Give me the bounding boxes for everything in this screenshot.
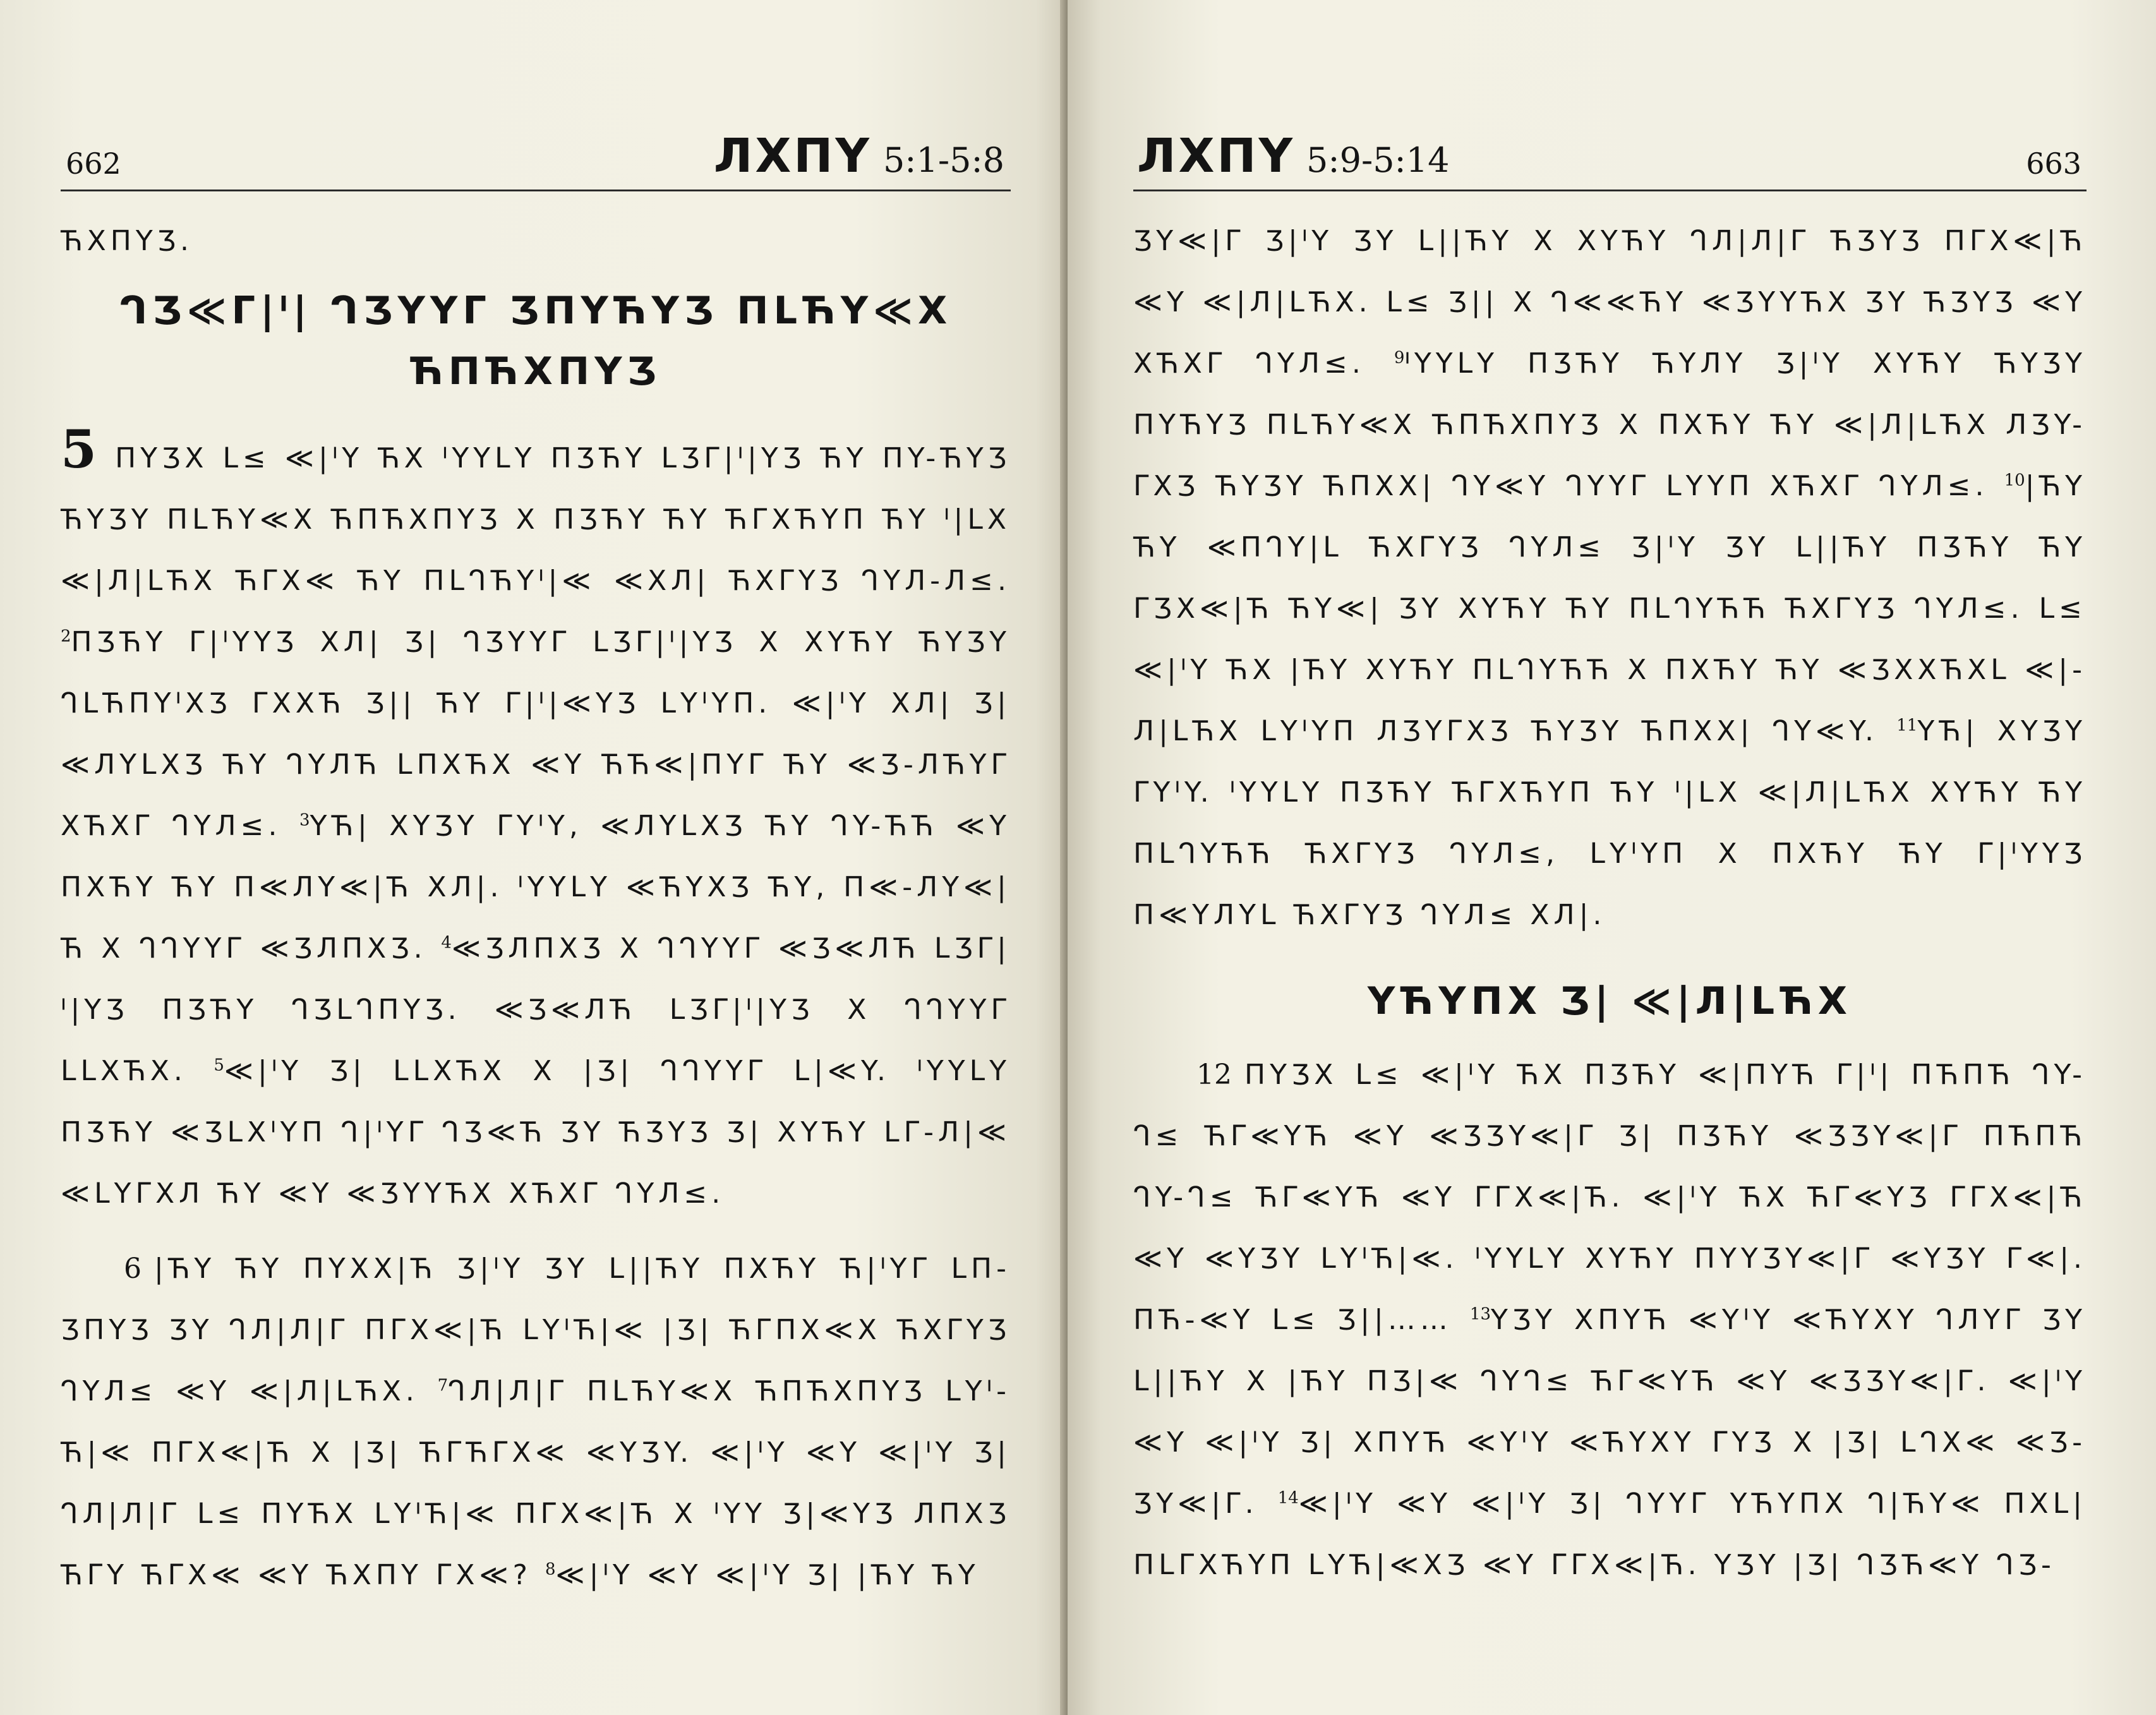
verse-number-12: 12	[1196, 1059, 1232, 1091]
heading-line-1: ᒉƷ≪ᒥ|ᑊ| ᒉƷYYᒥ ƷПYЋYƷ ПᒪЋY≪X	[119, 289, 953, 333]
paragraph-chapter-5	[61, 419, 1011, 1224]
verse-number-3: 3	[299, 810, 310, 830]
verse-number-5: 5	[214, 1056, 224, 1075]
running-ref-left: 5:1-5:8	[882, 140, 1004, 180]
top-line: ЋXПYƷ.	[61, 225, 193, 257]
verse-number-13: 13	[1469, 1304, 1491, 1324]
paragraph-continued	[1133, 210, 2087, 946]
paragraph-verse-12	[1133, 1044, 2087, 1596]
verse-3-text: YЋ| XYƷY ᒥYᑊY, ≪ЛYᒪXƷ ЋY ᒉY-ЋЋ ≪Y ПXЋY ЋY П≪ЛY≪|Ћ XЛ|. ᑊYYᒪY ≪ЋYXƷ ЋY, П≪-ЛY≪|Ћ X ᒉᒉYYᒥ ≪ƷЛПXƷ.	[61, 810, 1011, 965]
verse-2-text: ПƷЋY ᒥ|ᑊYYƷ XЛ| Ʒ| ᒉƷYYᒥ ᒪƷᒥ|ᑊ|YƷ X XYЋY ЋYƷY ᒉᒪЋПYᑊXƷ ᒥXXЋ Ʒ|| ЋY ᒥ|ᑊ|≪YƷ ᒪYᑊYП. ≪|ᑊY XЛ| Ʒ| ≪ЛYᒪXƷ ЋY ᒉYЛЋ ᒪПXЋX ≪Y ЋЋ≪|ПYᒥ ЋY ≪Ʒ-ЛЋYᒥ XЋXᒥ ᒉYЛ≤.	[61, 626, 1011, 842]
verse-13-text: YƷY XПYЋ ≪YᑊY ≪ЋYXY ᒉЛYᒥ ƷY ᒪ||ЋY X |ЋY ПƷ|≪ ᒉYᒉ≤ Ћᒥ≪YЋ ≪Y ≪ƷƷY≪|ᒥ. ≪|ᑊY ≪Y ≪|ᑊY Ʒ| XПYЋ ≪YᑊY ≪ЋYXY ᒥYƷ X |Ʒ| ᒪᒉX≪ ≪Ʒ-ƷY≪|ᒥ.	[1133, 1304, 2087, 1520]
heading-line-2: ЋПЋXПYƷ	[410, 349, 661, 394]
verse-4-text: ≪ƷЛПXƷ X ᒉᒉYYᒥ ≪Ʒ≪ЛЋ ᒪƷᒥ|ᑊ|YƷ ПƷЋY ᒉƷᒪᒉПYƷ. ≪Ʒ≪ЛЋ ᒪƷᒥ|ᑊ|YƷ X ᒉᒉYYᒥ ᒪᒪXЋX.	[61, 932, 1011, 1087]
running-header-right	[1133, 95, 2087, 191]
verse-number-11: 11	[1896, 716, 1918, 735]
verse-6-text: |ЋY ЋY ПYXX|Ћ Ʒ|ᑊY ƷY ᒪ||ЋY ПXЋY Ћ|ᑊYᒥ ᒪП-ƷПYƷ ƷY ᒉЛ|Л|ᒥ ПᒥX≪|Ћ ᒪYᑊЋ|≪ |Ʒ| ЋᒥПX≪X ЋXᒥYƷ ᒉYЛ≤ ≪Y ≪|Л|ᒪЋX.	[61, 1253, 1011, 1407]
paragraph-verse-6	[61, 1238, 1011, 1606]
verse-number-2: 2	[61, 627, 71, 646]
page-number-left: 662	[66, 147, 121, 181]
verse-11-text: YЋ| XYƷY ᒥYᑊY. ᑊYYᒪY ПƷЋY ЋᒥXЋYП ЋY ᑊ|ᒪX ≪|Л|ᒪЋX XYЋY ЋY ПᒪᒉYЋЋ ЋXᒥYƷ ᒉYЛ≤, ᒪYᑊYП X ПXЋY ЋY ᒥ|ᑊYYƷ П≪YЛYᒪ ЋXᒥYƷ ᒉYЛ≤ XЛ|.	[1133, 715, 2087, 931]
running-title-right	[1137, 129, 1449, 183]
verse-14-text: ≪|ᑊY ≪Y ≪|ᑊY Ʒ| ᒉYYᒥ YЋYПX ᒉ|ЋY≪ ПXᒪ| ПᒪᒥXЋYП ᒪYЋ|≪XƷ ≪Y ᒥᒥX≪|Ћ. YƷY |Ʒ| ᒉƷЋ≪Y ᒉƷ-	[1133, 1488, 2087, 1581]
section-heading-right	[1133, 971, 2087, 1032]
left-page	[0, 0, 1068, 1715]
running-header-left	[61, 95, 1011, 191]
section-title-right: YЋYПX Ʒ| ≪|Л|ᒪЋX	[1367, 979, 1853, 1023]
chapter-number: 5	[61, 419, 102, 480]
running-ref-right: 5:9-5:14	[1306, 140, 1450, 180]
left-body	[61, 210, 1011, 1606]
section-heading-left	[61, 280, 1011, 402]
verse-number-6: 6	[124, 1253, 142, 1285]
verse-7-text: ᒉЛ|Л|ᒥ ПᒪЋY≪X ЋПЋXПYƷ ᒪYᑊ-Ћ|≪ ПᒥX≪|Ћ X |Ʒ| ЋᒥЋᒥX≪ ≪YƷY. ≪|ᑊY ≪Y ≪|ᑊY Ʒ| ᒉЛ|Л|ᒥ ᒪ≤ ПYЋX ᒪYᑊЋ|≪ ПᒥX≪|Ћ X ᑊYY Ʒ|≪YƷ ЛПXƷ ЋᒥY ЋᒥX≪ ≪Y ЋXПY ᒥX≪?	[61, 1375, 1011, 1591]
right-body	[1133, 210, 2087, 1596]
verse-10-text: |ЋY ЋY ≪ПᒉY|ᒪ ЋXᒥYƷ ᒉYЛ≤ Ʒ|ᑊY ƷY ᒪ||ЋY ПƷЋY ЋY ᒥƷX≪|Ћ ЋY≪| ƷY XYЋY ЋY ПᒪᒉYЋЋ ЋXᒥYƷ ᒉYЛ≤. ᒪ≤ ≪|ᑊY ЋX |ЋY XYЋY ПᒪᒉYЋЋ X ПXЋY ЋY ≪ƷXXЋXᒪ ≪|-Л|ᒪЋX ᒪYᑊYП ЛƷYᒥXƷ ЋYƷY ЋПXX| ᒉY≪Y.	[1133, 470, 2087, 747]
running-book-left: ЛXПY	[713, 129, 872, 183]
right-page	[1068, 0, 2156, 1715]
verse-12-text: ПYƷX ᒪ≤ ≪|ᑊY ЋX ПƷЋY ≪|ПYЋ ᒥ|ᑊ| ПЋПЋ ᒉY-ᒉ≤ Ћᒥ≪YЋ ≪Y ≪ƷƷY≪|ᒥ Ʒ| ПƷЋY ≪ƷƷY≪|ᒥ ПЋПЋ ᒉY-ᒉ≤ Ћᒥ≪YЋ ≪Y ᒥᒥX≪|Ћ. ≪|ᑊY ЋX Ћᒥ≪YƷ ᒥᒥX≪|Ћ ≪Y ≪YƷY ᒪYᑊЋ|≪. ᑊYYᒪY XYЋY ПYYƷY≪|ᒥ ≪YƷY ᒥ≪|. ПЋ-≪Y ᒪ≤ Ʒ||……	[1133, 1059, 2087, 1336]
verse-number-14: 14	[1277, 1488, 1299, 1508]
verse-5-text: ≪|ᑊY Ʒ| ᒪᒪXЋX X |Ʒ| ᒉᒉYYᒥ ᒪ|≪Y. ᑊYYᒪY ПƷЋY ≪ƷᒪXᑊYП ᒉ|ᑊYᒥ ᒉƷ≪Ћ ƷY ЋƷYƷ Ʒ| XYЋY ᒪᒥ-Л|≪ ≪ᒪYᒥXЛ ЋY ≪Y ≪ƷYYЋX XЋXᒥ ᒉYЛ≤.	[61, 1055, 1011, 1210]
verse-number-4: 4	[441, 933, 452, 953]
verse-number-10: 10	[2004, 471, 2025, 490]
verse-9-text: ᑊYYᒪY ПƷЋY ЋYЛY Ʒ|ᑊY XYЋY ЋYƷY ПYЋYƷ ПᒪЋY≪X ЋПЋXПYƷ X ПXЋY ЋY ≪|Л|ᒪЋX ЛƷY-ᒥXƷ ЋYƷY ЋПXX| ᒉY≪Y ᒉYYᒥ ᒪYYП XЋXᒥ ᒉYЛ≤.	[1133, 347, 2087, 502]
verse-8-continued: ƷY≪|ᒥ Ʒ|ᑊY ƷY ᒪ||ЋY X XYЋY ᒉЛ|Л|ᒥ ЋƷYƷ ПᒥX≪|Ћ ≪Y ≪|Л|ᒪЋX. ᒪ≤ Ʒ|| X ᒉ≪≪ЋY ≪ƷYYЋX ƷY ЋƷYƷ ≪Y XЋXᒥ ᒉYЛ≤.	[1133, 225, 2087, 380]
running-title-left	[714, 129, 1004, 183]
verse-8-text: ≪|ᑊY ≪Y ≪|ᑊY Ʒ| |ЋY ЋY	[555, 1559, 980, 1591]
running-book-right: ЛXПY	[1137, 129, 1296, 183]
verse-number-8: 8	[545, 1560, 556, 1579]
verse-1-text: ПYƷX ᒪ≤ ≪|ᑊY ЋX ᑊYYᒪY ПƷЋY ᒪƷᒥ|ᑊ|YƷ ЋY ПY-ЋYƷ ЋYƷY ПᒪЋY≪X ЋПЋXПYƷ X ПƷЋY ЋY ЋᒥXЋYП ЋY ᑊ|ᒪX ≪|Л|ᒪЋX ЋᒥX≪ ЋY ПᒪᒉЋYᑊ|≪ ≪XЛ| ЋXᒥYƷ ᒉYЛ-Л≤.	[61, 442, 1011, 597]
page-number-right: 663	[2026, 147, 2081, 181]
verse-number-7: 7	[437, 1376, 449, 1395]
verse-number-9: 9	[1394, 348, 1405, 368]
